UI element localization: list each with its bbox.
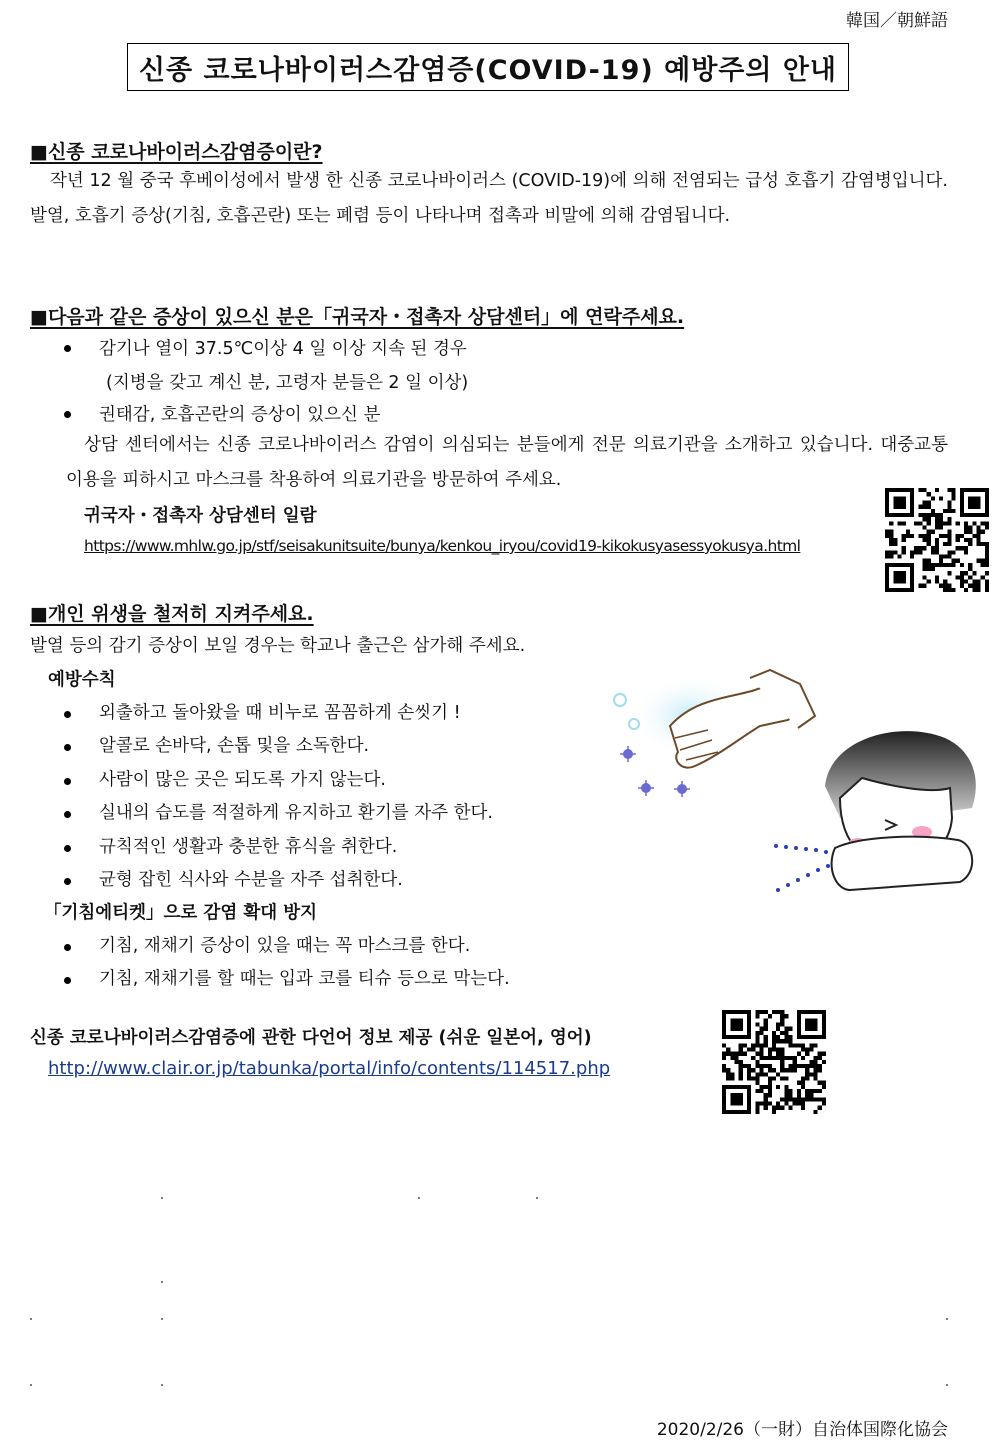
prevention-item-1: 외출하고 돌아왔을 때 비누로 꼼꼼하게 손씻기 ! xyxy=(99,703,461,723)
scan-speck xyxy=(946,1318,948,1320)
symptom-item-1: 감기나 열이 37.5℃이상 4 일 이상 지속 된 경우 xyxy=(99,339,467,359)
scan-speck xyxy=(30,1318,32,1320)
prevention-item-5: 규칙적인 생활과 충분한 휴식을 취한다. xyxy=(99,837,398,857)
prevention-item-4: 실내의 습도를 적절하게 유지하고 환기를 자주 한다. xyxy=(99,803,493,823)
language-label: 韓国／朝鮮語 xyxy=(846,11,948,31)
footer-credit: 2020/2/26（一財）自治体国際化協会 xyxy=(656,1420,948,1440)
multilingual-link[interactable]: http://www.clair.or.jp/tabunka/portal/info/contents/114517.php xyxy=(48,1058,611,1079)
section1-heading: ■신종 코로나바이러스감염증이란? xyxy=(30,141,323,163)
bullet-marker xyxy=(64,878,71,885)
center-list-title: 귀국자・접촉자 상담센터 일람 xyxy=(84,506,317,526)
prevention-title: 예방수칙 xyxy=(48,670,116,690)
section3-heading: ■개인 위생을 철저히 지켜주세요. xyxy=(30,603,314,625)
bullet-marker xyxy=(64,845,71,852)
bullet-marker xyxy=(64,977,71,984)
bullet-marker xyxy=(64,345,71,352)
prevention-item-2: 알콜로 손바닥, 손톱 및을 소독한다. xyxy=(99,736,370,756)
bullet-marker xyxy=(64,778,71,785)
bullet-marker xyxy=(64,411,71,418)
scan-speck xyxy=(946,1384,948,1386)
scan-speck xyxy=(161,1384,163,1386)
symptom-item-2: 권태감, 호흡곤란의 증상이 있으신 분 xyxy=(99,405,381,425)
bullet-marker xyxy=(64,944,71,951)
center-list-link[interactable]: https://www.mhlw.go.jp/stf/seisakunitsuite/bunya/kenkou_iryou/covid19-kikokusyasessyokusya.html xyxy=(84,537,801,555)
scan-speck xyxy=(30,1384,32,1386)
page-title: 신종 코로나바이러스감염증(COVID-19) 예방주의 안내 xyxy=(127,43,849,91)
scan-speck xyxy=(418,1197,420,1199)
etiquette-title: 「기침에티켓」으로 감염 확대 방지 xyxy=(44,903,318,923)
section3-intro: 발열 등의 감기 증상이 보일 경우는 학교나 출근은 삼가해 주세요. xyxy=(30,636,526,656)
scan-speck xyxy=(161,1197,163,1199)
qr-code-multilingual[interactable] xyxy=(722,1010,826,1114)
hygiene-illustration xyxy=(600,668,990,904)
prevention-item-6: 균형 잡힌 식사와 수분을 자주 섭취한다. xyxy=(99,870,403,890)
scan-speck xyxy=(536,1197,538,1199)
bullet-marker xyxy=(64,811,71,818)
bullet-marker xyxy=(64,711,71,718)
symptom-item-1-note: (지병을 갖고 계신 분, 고령자 분들은 2 일 이상) xyxy=(106,373,469,393)
section1-body: 작년 12 월 중국 후베이성에서 발생 한 신종 코로나바이러스 (COVID-19)에 의해 전염되는 급성 호흡기 감염병입니다. 발열, 호흡기 증상(기침, 호흡곤란) 또는 폐렴 등이 나타나며 접촉과 비말에 의해 감염됩니다. xyxy=(30,171,948,226)
scan-speck xyxy=(161,1281,163,1283)
section2-heading: ■다음과 같은 증상이 있으신 분은「귀국자・접촉자 상담센터」에 연락주세요. xyxy=(30,306,685,328)
etiquette-item-2: 기침, 재채기를 할 때는 입과 코를 티슈 등으로 막는다. xyxy=(99,969,510,989)
etiquette-item-1: 기침, 재채기 증상이 있을 때는 꼭 마스크를 한다. xyxy=(99,936,471,956)
scan-speck xyxy=(161,1318,163,1320)
section2-body: 상담 센터에서는 신종 코로나바이러스 감염이 의심되는 분들에게 전문 의료기관을 소개하고 있습니다. 대중교통 이용을 피하시고 마스크를 착용하여 의료기관을 방문하여 주세요. xyxy=(66,435,948,490)
multilingual-title: 신종 코로나바이러스감염증에 관한 다언어 정보 제공 (쉬운 일본어, 영어) xyxy=(30,1028,592,1048)
qr-code-center-list[interactable] xyxy=(885,488,989,592)
prevention-item-3: 사람이 많은 곳은 되도록 가지 않는다. xyxy=(99,770,386,790)
bullet-marker xyxy=(64,744,71,751)
